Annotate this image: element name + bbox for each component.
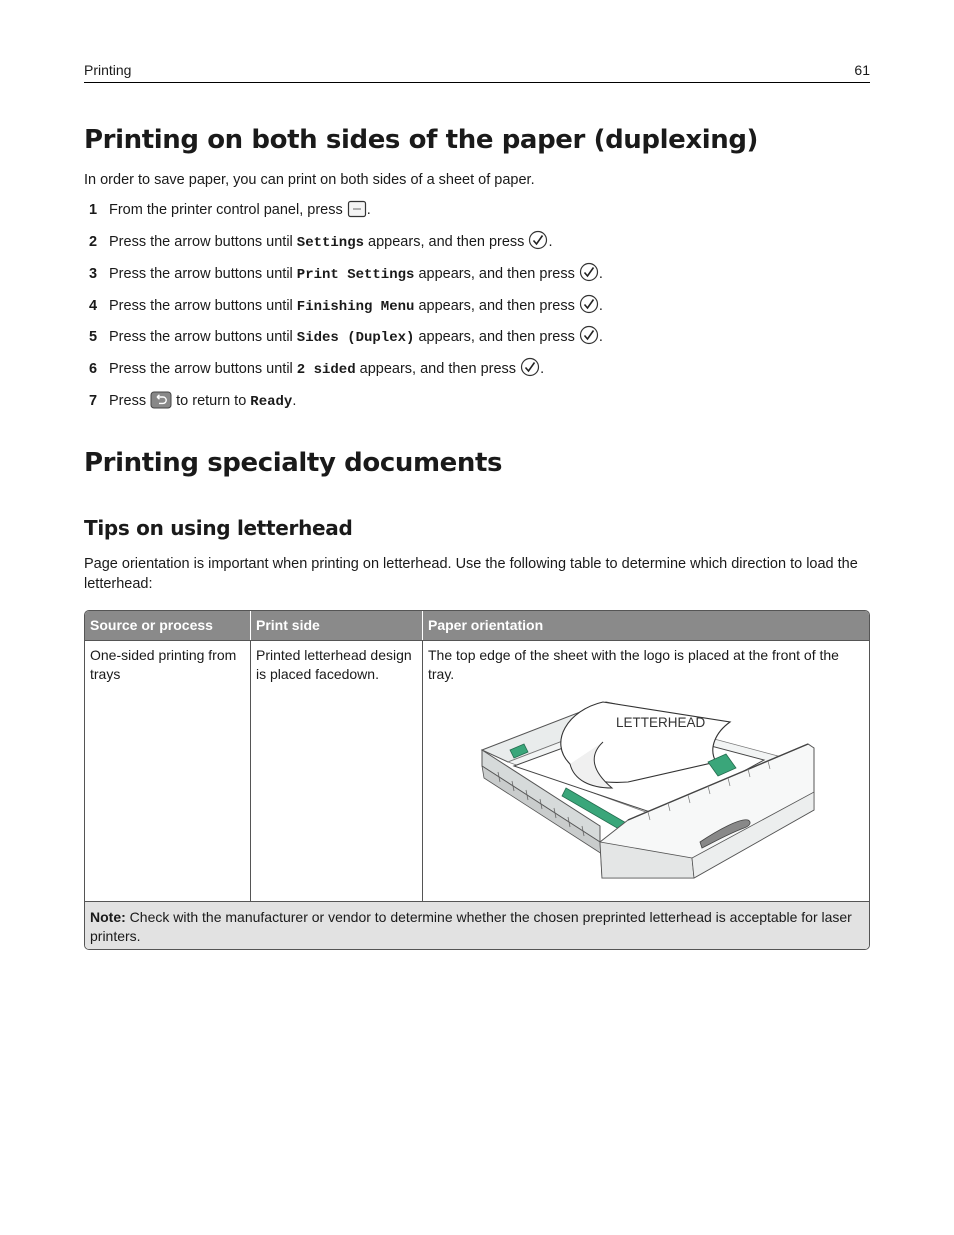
letterhead-subheading: Tips on using letterhead (84, 516, 353, 540)
table-header-row (85, 611, 869, 640)
duplex-heading: Printing on both sides of the paper (duplexing) (84, 125, 759, 155)
table-note-row (85, 901, 869, 949)
menu-code: 2 sided (296, 362, 356, 378)
step-number: 3 (89, 266, 98, 282)
letterhead-table (84, 610, 870, 950)
step-number: 1 (89, 202, 98, 218)
duplex-intro: In order to save paper, you can print on both sides of a sheet of paper. (84, 172, 535, 188)
select-check-icon (579, 325, 599, 345)
cell-source: One-sided printing from trays (85, 640, 251, 901)
menu-code: Finishing Menu (296, 299, 415, 315)
specialty-heading: Printing specialty documents (84, 448, 503, 478)
step-number: 4 (89, 298, 98, 314)
orientation-text: The top edge of the sheet with the logo is placed at the front of the tray. (428, 647, 839, 682)
page-number: 61 (854, 62, 870, 78)
page-header (84, 60, 870, 83)
header-section: Printing (84, 62, 132, 78)
paper-tray-illustration (478, 692, 818, 887)
select-check-icon (579, 294, 599, 314)
step-number: 6 (89, 361, 98, 377)
letterhead-intro: Page orientation is important when printing on letterhead. Use the following table to determine which direction to load the letterhead: (84, 556, 858, 592)
table-row (85, 640, 869, 901)
step-text: From the printer control panel, press (109, 202, 343, 218)
column-header: Paper orientation (423, 611, 869, 640)
menu-code: Settings (296, 235, 365, 251)
note-text: Check with the manufacturer or vendor to determine whether the chosen preprinted letterhead is acceptable for laser printers. (90, 909, 852, 944)
column-header: Source or process (85, 611, 251, 640)
menu-code: Sides (Duplex) (296, 330, 415, 346)
step-number: 7 (89, 393, 98, 409)
back-button-icon (150, 391, 172, 409)
step-number: 2 (89, 234, 98, 250)
note-label: Note: (90, 909, 126, 925)
cell-print-side: Printed letterhead design is placed facedown. (251, 640, 423, 901)
column-header: Print side (251, 611, 423, 640)
select-check-icon (528, 230, 548, 250)
letterhead-label: LETTERHEAD (616, 715, 706, 730)
menu-code: Ready (250, 394, 293, 410)
note-cell (85, 901, 869, 949)
menu-code: Print Settings (296, 267, 415, 283)
menu-button-icon (347, 200, 367, 218)
step-number: 5 (89, 329, 98, 345)
select-check-icon (520, 357, 540, 377)
select-check-icon (579, 262, 599, 282)
cell-orientation (423, 640, 869, 901)
